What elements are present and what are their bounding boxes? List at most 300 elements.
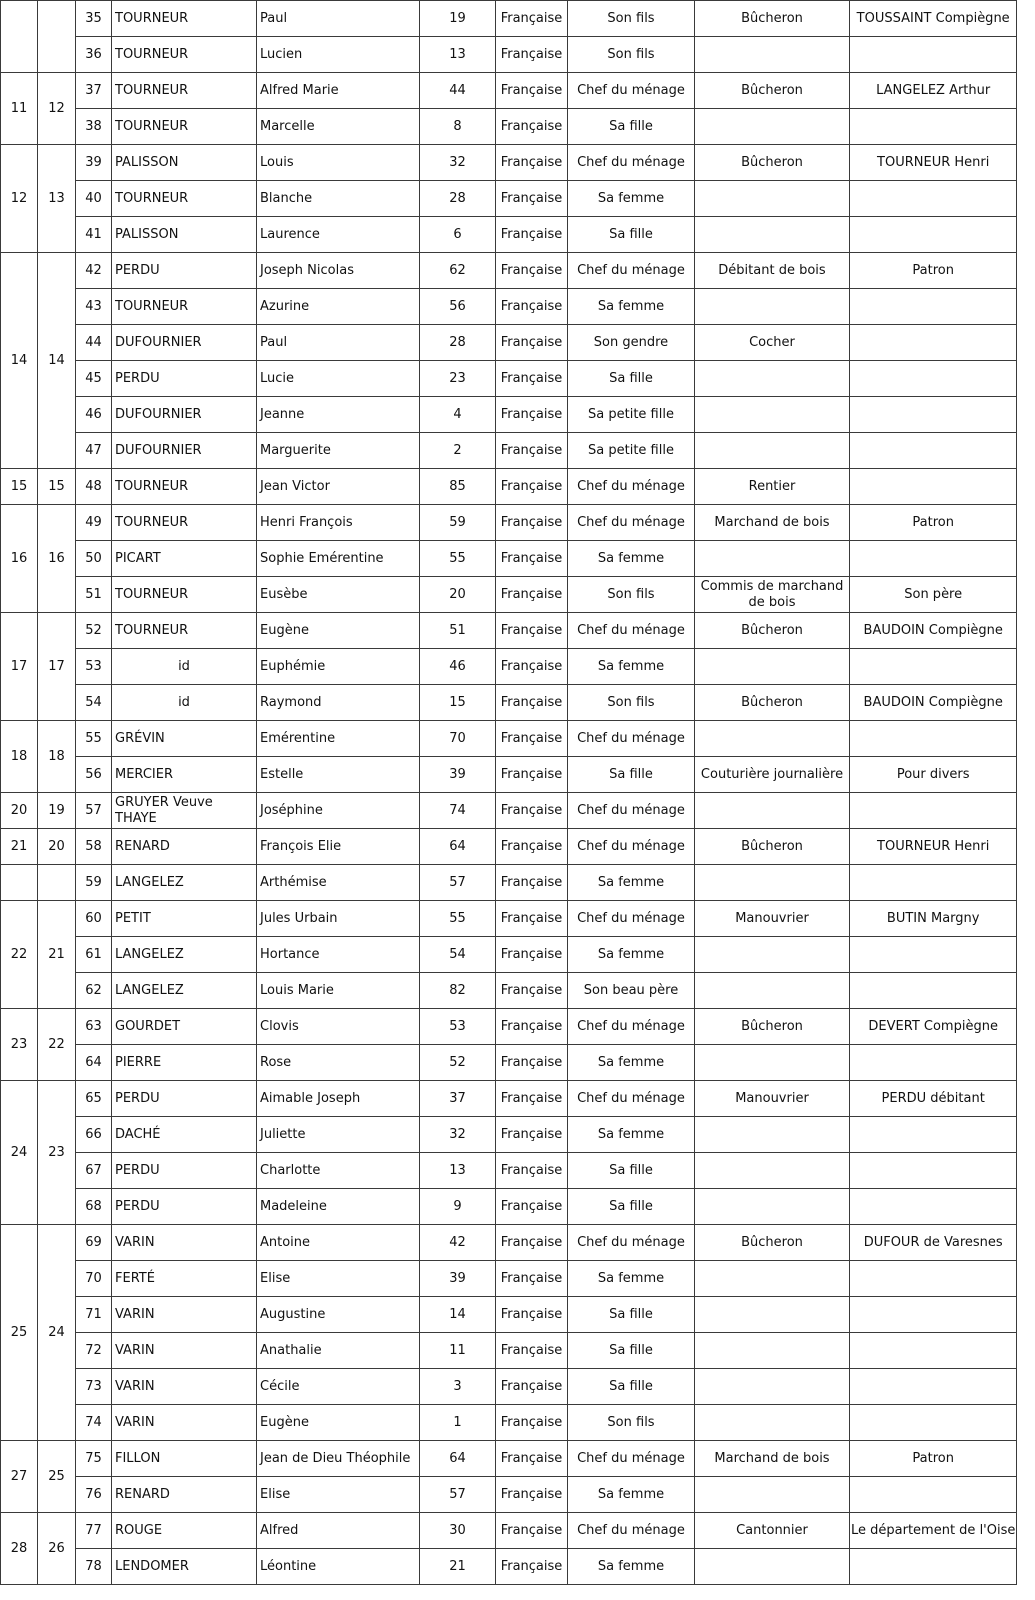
person-number-cell: 45 xyxy=(76,361,112,397)
surname-cell: PETIT xyxy=(112,901,257,937)
first-name-cell: Léontine xyxy=(257,1549,420,1585)
nationality-cell: Française xyxy=(496,721,568,757)
surname-cell: MERCIER xyxy=(112,757,257,793)
household-number-cell: 22 xyxy=(38,1009,76,1081)
household-number-cell: 16 xyxy=(38,505,76,613)
surname-cell: TOURNEUR xyxy=(112,109,257,145)
relationship-cell: Chef du ménage xyxy=(568,901,695,937)
age-cell: 51 xyxy=(420,613,496,649)
house-number-cell: 12 xyxy=(1,145,38,253)
table-row xyxy=(1,721,1017,757)
table-row xyxy=(1,1225,1017,1261)
table-row xyxy=(1,757,1017,793)
nationality-cell: Française xyxy=(496,397,568,433)
nationality-cell: Française xyxy=(496,793,568,829)
first-name-cell: Joseph Nicolas xyxy=(257,253,420,289)
profession-cell xyxy=(695,793,850,829)
person-number-cell: 42 xyxy=(76,253,112,289)
profession-cell xyxy=(695,1405,850,1441)
first-name-cell: Paul xyxy=(257,325,420,361)
surname-cell: PERDU xyxy=(112,361,257,397)
nationality-cell: Française xyxy=(496,325,568,361)
profession-cell: Marchand de bois xyxy=(695,505,850,541)
first-name-cell: Aimable Joseph xyxy=(257,1081,420,1117)
relationship-cell: Chef du ménage xyxy=(568,73,695,109)
surname-cell: PALISSON xyxy=(112,217,257,253)
table-row xyxy=(1,1153,1017,1189)
nationality-cell: Française xyxy=(496,865,568,901)
house-number-cell: 23 xyxy=(1,1009,38,1081)
surname-cell: TOURNEUR xyxy=(112,37,257,73)
age-cell: 64 xyxy=(420,1441,496,1477)
profession-cell: Bûcheron xyxy=(695,1,850,37)
household-number-cell: 14 xyxy=(38,253,76,469)
surname-cell: PIERRE xyxy=(112,1045,257,1081)
profession-cell: Commis de marchand de bois xyxy=(695,577,850,613)
person-number-cell: 56 xyxy=(76,757,112,793)
first-name-cell: Clovis xyxy=(257,1009,420,1045)
employer-cell xyxy=(850,361,1017,397)
age-cell: 55 xyxy=(420,541,496,577)
table-row xyxy=(1,649,1017,685)
person-number-cell: 57 xyxy=(76,793,112,829)
age-cell: 52 xyxy=(420,1045,496,1081)
relationship-cell: Chef du ménage xyxy=(568,613,695,649)
employer-cell: DUFOUR de Varesnes xyxy=(850,1225,1017,1261)
profession-cell xyxy=(695,1369,850,1405)
age-cell: 30 xyxy=(420,1513,496,1549)
surname-cell: PERDU xyxy=(112,253,257,289)
nationality-cell: Française xyxy=(496,1,568,37)
employer-cell xyxy=(850,793,1017,829)
person-number-cell: 58 xyxy=(76,829,112,865)
age-cell: 19 xyxy=(420,1,496,37)
nationality-cell: Française xyxy=(496,37,568,73)
surname-cell: LANGELEZ xyxy=(112,973,257,1009)
profession-cell: Bûcheron xyxy=(695,145,850,181)
age-cell: 53 xyxy=(420,1009,496,1045)
age-cell: 82 xyxy=(420,973,496,1009)
profession-cell: Marchand de bois xyxy=(695,1441,850,1477)
census-body xyxy=(1,0,1017,1585)
surname-cell: GOURDET xyxy=(112,1009,257,1045)
house-number-cell: 11 xyxy=(1,73,38,145)
table-row xyxy=(1,433,1017,469)
age-cell: 55 xyxy=(420,901,496,937)
employer-cell xyxy=(850,433,1017,469)
first-name-cell: Henri François xyxy=(257,505,420,541)
relationship-cell: Chef du ménage xyxy=(568,1441,695,1477)
relationship-cell: Chef du ménage xyxy=(568,469,695,505)
first-name-cell: Cécile xyxy=(257,1369,420,1405)
relationship-cell: Sa fille xyxy=(568,361,695,397)
first-name-cell: Euphémie xyxy=(257,649,420,685)
table-row xyxy=(1,253,1017,289)
profession-cell xyxy=(695,1297,850,1333)
employer-cell xyxy=(850,973,1017,1009)
house-number-cell: 15 xyxy=(1,469,38,505)
household-number-cell: 17 xyxy=(38,613,76,721)
profession-cell xyxy=(695,865,850,901)
table-row xyxy=(1,505,1017,541)
table-row xyxy=(1,901,1017,937)
person-number-cell: 73 xyxy=(76,1369,112,1405)
person-number-cell: 38 xyxy=(76,109,112,145)
age-cell: 6 xyxy=(420,217,496,253)
surname-cell: RENARD xyxy=(112,829,257,865)
table-row xyxy=(1,145,1017,181)
house-number-cell: 20 xyxy=(1,793,38,829)
employer-cell xyxy=(850,1333,1017,1369)
surname-cell: RENARD xyxy=(112,1477,257,1513)
profession-cell xyxy=(695,217,850,253)
employer-cell: BAUDOIN Compiègne xyxy=(850,613,1017,649)
employer-cell xyxy=(850,1045,1017,1081)
age-cell: 44 xyxy=(420,73,496,109)
nationality-cell: Française xyxy=(496,577,568,613)
age-cell: 42 xyxy=(420,1225,496,1261)
first-name-cell: Louis Marie xyxy=(257,973,420,1009)
relationship-cell: Son fils xyxy=(568,1405,695,1441)
age-cell: 8 xyxy=(420,109,496,145)
surname-cell: ROUGE xyxy=(112,1513,257,1549)
profession-cell: Cantonnier xyxy=(695,1513,850,1549)
house-number-cell: 21 xyxy=(1,829,38,865)
profession-cell xyxy=(695,937,850,973)
surname-cell: PERDU xyxy=(112,1189,257,1225)
first-name-cell: Jean Victor xyxy=(257,469,420,505)
first-name-cell: Marguerite xyxy=(257,433,420,469)
employer-cell xyxy=(850,1189,1017,1225)
person-number-cell: 61 xyxy=(76,937,112,973)
person-number-cell: 59 xyxy=(76,865,112,901)
age-cell: 39 xyxy=(420,757,496,793)
house-number-cell xyxy=(1,1,38,73)
employer-cell xyxy=(850,325,1017,361)
surname-cell: id xyxy=(112,685,257,721)
first-name-cell: Laurence xyxy=(257,217,420,253)
surname-cell: FILLON xyxy=(112,1441,257,1477)
first-name-cell: Madeleine xyxy=(257,1189,420,1225)
nationality-cell: Française xyxy=(496,829,568,865)
nationality-cell: Française xyxy=(496,937,568,973)
table-row xyxy=(1,1117,1017,1153)
first-name-cell: Marcelle xyxy=(257,109,420,145)
first-name-cell: Emérentine xyxy=(257,721,420,757)
relationship-cell: Son fils xyxy=(568,577,695,613)
age-cell: 13 xyxy=(420,1153,496,1189)
surname-cell: DUFOURNIER xyxy=(112,433,257,469)
table-row xyxy=(1,1441,1017,1477)
first-name-cell: Raymond xyxy=(257,685,420,721)
nationality-cell: Française xyxy=(496,181,568,217)
person-number-cell: 62 xyxy=(76,973,112,1009)
profession-cell xyxy=(695,1333,850,1369)
table-row xyxy=(1,1261,1017,1297)
relationship-cell: Sa fille xyxy=(568,1189,695,1225)
profession-cell: Bûcheron xyxy=(695,1009,850,1045)
surname-cell: TOURNEUR xyxy=(112,181,257,217)
first-name-cell: Antoine xyxy=(257,1225,420,1261)
employer-cell: LANGELEZ Arthur xyxy=(850,73,1017,109)
table-row xyxy=(1,937,1017,973)
relationship-cell: Sa fille xyxy=(568,1369,695,1405)
relationship-cell: Sa femme xyxy=(568,1117,695,1153)
relationship-cell: Sa fille xyxy=(568,757,695,793)
profession-cell: Débitant de bois xyxy=(695,253,850,289)
household-number-cell: 20 xyxy=(38,829,76,865)
age-cell: 11 xyxy=(420,1333,496,1369)
age-cell: 20 xyxy=(420,577,496,613)
surname-cell: DACHÉ xyxy=(112,1117,257,1153)
person-number-cell: 54 xyxy=(76,685,112,721)
person-number-cell: 37 xyxy=(76,73,112,109)
employer-cell xyxy=(850,1297,1017,1333)
nationality-cell: Française xyxy=(496,613,568,649)
household-number-cell: 19 xyxy=(38,793,76,829)
table-row xyxy=(1,37,1017,73)
surname-cell: VARIN xyxy=(112,1225,257,1261)
age-cell: 15 xyxy=(420,685,496,721)
relationship-cell: Sa femme xyxy=(568,289,695,325)
profession-cell xyxy=(695,541,850,577)
table-row xyxy=(1,829,1017,865)
person-number-cell: 70 xyxy=(76,1261,112,1297)
profession-cell: Bûcheron xyxy=(695,829,850,865)
person-number-cell: 52 xyxy=(76,613,112,649)
person-number-cell: 55 xyxy=(76,721,112,757)
table-row xyxy=(1,73,1017,109)
surname-cell: LENDOMER xyxy=(112,1549,257,1585)
table-row xyxy=(1,973,1017,1009)
employer-cell xyxy=(850,1369,1017,1405)
surname-cell: TOURNEUR xyxy=(112,289,257,325)
profession-cell: Bûcheron xyxy=(695,73,850,109)
house-number-cell xyxy=(1,865,38,901)
first-name-cell: Eugène xyxy=(257,1405,420,1441)
person-number-cell: 47 xyxy=(76,433,112,469)
age-cell: 1 xyxy=(420,1405,496,1441)
nationality-cell: Française xyxy=(496,1369,568,1405)
person-number-cell: 39 xyxy=(76,145,112,181)
employer-cell xyxy=(850,937,1017,973)
age-cell: 64 xyxy=(420,829,496,865)
profession-cell xyxy=(695,37,850,73)
age-cell: 57 xyxy=(420,1477,496,1513)
surname-cell: TOURNEUR xyxy=(112,613,257,649)
first-name-cell: Anathalie xyxy=(257,1333,420,1369)
age-cell: 14 xyxy=(420,1297,496,1333)
first-name-cell: Jean de Dieu Théophile xyxy=(257,1441,420,1477)
employer-cell: TOURNEUR Henri xyxy=(850,829,1017,865)
person-number-cell: 63 xyxy=(76,1009,112,1045)
person-number-cell: 43 xyxy=(76,289,112,325)
table-row xyxy=(1,1513,1017,1549)
house-number-cell: 22 xyxy=(1,901,38,1009)
profession-cell xyxy=(695,1477,850,1513)
house-number-cell: 18 xyxy=(1,721,38,793)
first-name-cell: Lucie xyxy=(257,361,420,397)
relationship-cell: Sa femme xyxy=(568,937,695,973)
profession-cell: Bûcheron xyxy=(695,613,850,649)
table-row xyxy=(1,541,1017,577)
person-number-cell: 78 xyxy=(76,1549,112,1585)
table-row xyxy=(1,1369,1017,1405)
surname-cell: LANGELEZ xyxy=(112,937,257,973)
person-number-cell: 64 xyxy=(76,1045,112,1081)
surname-cell: GRUYER Veuve THAYE xyxy=(112,793,257,829)
household-number-cell: 23 xyxy=(38,1081,76,1225)
profession-cell xyxy=(695,433,850,469)
employer-cell xyxy=(850,181,1017,217)
age-cell: 39 xyxy=(420,1261,496,1297)
age-cell: 28 xyxy=(420,181,496,217)
household-number-cell: 26 xyxy=(38,1513,76,1585)
age-cell: 54 xyxy=(420,937,496,973)
person-number-cell: 49 xyxy=(76,505,112,541)
employer-cell xyxy=(850,1477,1017,1513)
person-number-cell: 75 xyxy=(76,1441,112,1477)
employer-cell xyxy=(850,541,1017,577)
relationship-cell: Chef du ménage xyxy=(568,721,695,757)
first-name-cell: Elise xyxy=(257,1261,420,1297)
relationship-cell: Chef du ménage xyxy=(568,505,695,541)
surname-cell: VARIN xyxy=(112,1297,257,1333)
table-row xyxy=(1,793,1017,829)
relationship-cell: Sa fille xyxy=(568,1333,695,1369)
table-row xyxy=(1,289,1017,325)
profession-cell xyxy=(695,1549,850,1585)
first-name-cell: Jules Urbain xyxy=(257,901,420,937)
employer-cell xyxy=(850,397,1017,433)
table-row xyxy=(1,109,1017,145)
employer-cell: Son père xyxy=(850,577,1017,613)
relationship-cell: Sa fille xyxy=(568,109,695,145)
house-number-cell: 25 xyxy=(1,1225,38,1441)
nationality-cell: Française xyxy=(496,253,568,289)
household-number-cell: 18 xyxy=(38,721,76,793)
relationship-cell: Sa femme xyxy=(568,865,695,901)
house-number-cell: 27 xyxy=(1,1441,38,1513)
relationship-cell: Son gendre xyxy=(568,325,695,361)
table-row xyxy=(1,1045,1017,1081)
household-number-cell: 25 xyxy=(38,1441,76,1513)
employer-cell xyxy=(850,37,1017,73)
nationality-cell: Française xyxy=(496,217,568,253)
first-name-cell: Eugène xyxy=(257,613,420,649)
relationship-cell: Sa femme xyxy=(568,649,695,685)
relationship-cell: Son beau père xyxy=(568,973,695,1009)
employer-cell xyxy=(850,217,1017,253)
nationality-cell: Française xyxy=(496,1117,568,1153)
nationality-cell: Française xyxy=(496,469,568,505)
first-name-cell: Alfred xyxy=(257,1513,420,1549)
employer-cell: Patron xyxy=(850,1441,1017,1477)
surname-cell: PALISSON xyxy=(112,145,257,181)
relationship-cell: Sa femme xyxy=(568,541,695,577)
employer-cell: Le département de l'Oise xyxy=(850,1513,1017,1549)
surname-cell: FERTÉ xyxy=(112,1261,257,1297)
person-number-cell: 53 xyxy=(76,649,112,685)
relationship-cell: Son fils xyxy=(568,1,695,37)
nationality-cell: Française xyxy=(496,757,568,793)
house-number-cell: 17 xyxy=(1,613,38,721)
table-row xyxy=(1,1,1017,37)
nationality-cell: Française xyxy=(496,433,568,469)
person-number-cell: 48 xyxy=(76,469,112,505)
surname-cell: TOURNEUR xyxy=(112,469,257,505)
person-number-cell: 50 xyxy=(76,541,112,577)
first-name-cell: Augustine xyxy=(257,1297,420,1333)
table-row xyxy=(1,325,1017,361)
person-number-cell: 35 xyxy=(76,1,112,37)
relationship-cell: Son fils xyxy=(568,37,695,73)
first-name-cell: Rose xyxy=(257,1045,420,1081)
table-row xyxy=(1,1297,1017,1333)
age-cell: 56 xyxy=(420,289,496,325)
age-cell: 70 xyxy=(420,721,496,757)
relationship-cell: Chef du ménage xyxy=(568,1009,695,1045)
profession-cell xyxy=(695,1189,850,1225)
first-name-cell: François Elie xyxy=(257,829,420,865)
employer-cell xyxy=(850,1261,1017,1297)
relationship-cell: Chef du ménage xyxy=(568,145,695,181)
age-cell: 4 xyxy=(420,397,496,433)
age-cell: 3 xyxy=(420,1369,496,1405)
table-row xyxy=(1,1009,1017,1045)
age-cell: 21 xyxy=(420,1549,496,1585)
person-number-cell: 71 xyxy=(76,1297,112,1333)
profession-cell: Bûcheron xyxy=(695,1225,850,1261)
nationality-cell: Française xyxy=(496,1261,568,1297)
relationship-cell: Chef du ménage xyxy=(568,1081,695,1117)
table-row xyxy=(1,181,1017,217)
age-cell: 2 xyxy=(420,433,496,469)
nationality-cell: Française xyxy=(496,1225,568,1261)
table-row xyxy=(1,577,1017,613)
profession-cell xyxy=(695,109,850,145)
nationality-cell: Française xyxy=(496,1441,568,1477)
profession-cell xyxy=(695,361,850,397)
first-name-cell: Elise xyxy=(257,1477,420,1513)
table-row xyxy=(1,685,1017,721)
table-row xyxy=(1,469,1017,505)
surname-cell: TOURNEUR xyxy=(112,73,257,109)
nationality-cell: Française xyxy=(496,649,568,685)
first-name-cell: Sophie Emérentine xyxy=(257,541,420,577)
person-number-cell: 76 xyxy=(76,1477,112,1513)
household-number-cell: 13 xyxy=(38,145,76,253)
employer-cell: PERDU débitant xyxy=(850,1081,1017,1117)
age-cell: 57 xyxy=(420,865,496,901)
profession-cell xyxy=(695,721,850,757)
first-name-cell: Paul xyxy=(257,1,420,37)
person-number-cell: 72 xyxy=(76,1333,112,1369)
nationality-cell: Française xyxy=(496,901,568,937)
table-row xyxy=(1,613,1017,649)
nationality-cell: Française xyxy=(496,145,568,181)
nationality-cell: Française xyxy=(496,109,568,145)
age-cell: 46 xyxy=(420,649,496,685)
profession-cell xyxy=(695,289,850,325)
employer-cell: Patron xyxy=(850,253,1017,289)
employer-cell: DEVERT Compiègne xyxy=(850,1009,1017,1045)
house-number-cell: 28 xyxy=(1,1513,38,1585)
surname-cell: GRÉVIN xyxy=(112,721,257,757)
employer-cell xyxy=(850,469,1017,505)
surname-cell: DUFOURNIER xyxy=(112,325,257,361)
person-number-cell: 66 xyxy=(76,1117,112,1153)
